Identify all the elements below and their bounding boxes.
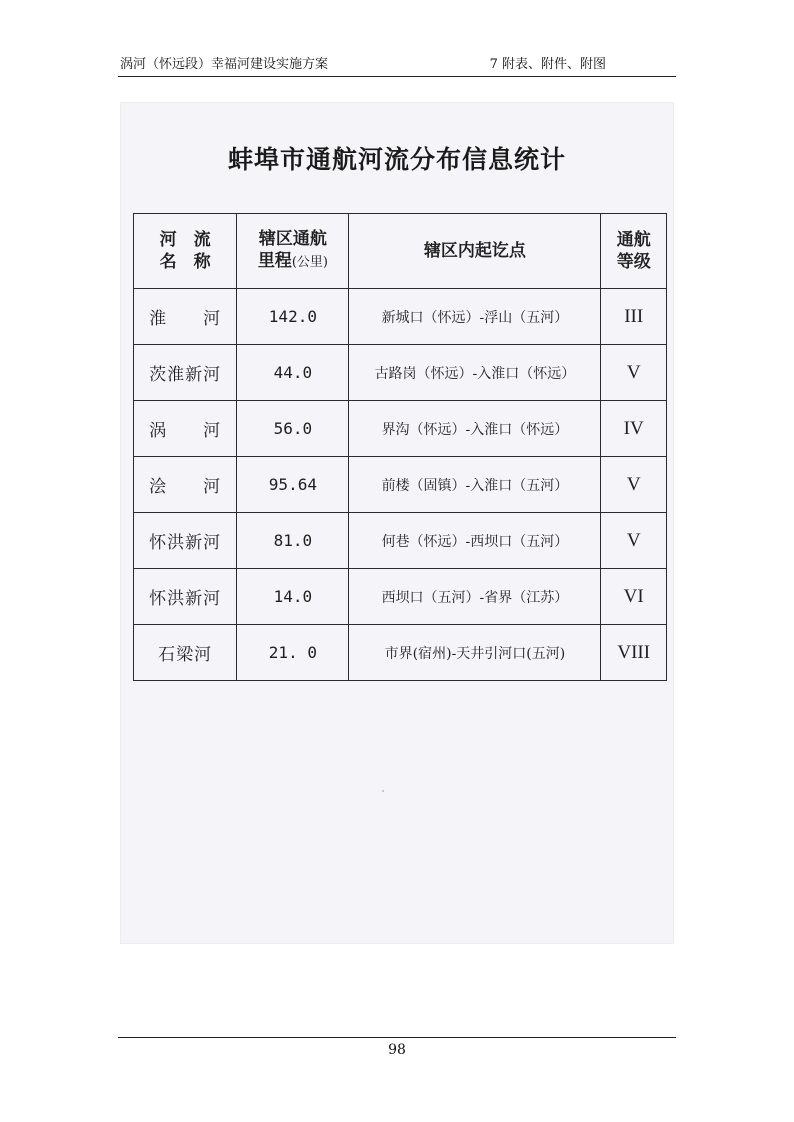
river-name-cell: 浍 河 (134, 457, 237, 513)
column-header-river-name (134, 214, 237, 289)
table-row (134, 513, 667, 569)
column-header-length-line2 (237, 250, 348, 274)
table-header-row (134, 214, 667, 289)
table-row (134, 345, 667, 401)
table-title: 蚌埠市通航河流分布信息统计 (227, 145, 566, 174)
table-row (134, 569, 667, 625)
table-row (134, 457, 667, 513)
header-section-title: 7 附表、附件、附图 (489, 57, 606, 72)
length-cell: 56.0 (237, 401, 349, 457)
column-header-grade-line1: 通航 (616, 230, 651, 250)
page-number: 98 (388, 1042, 406, 1058)
length-cell: 14.0 (237, 569, 349, 625)
range-cell: 前楼（固镇）-入淮口（五河） (349, 457, 601, 513)
range-cell: 市界(宿州)-天井引河口(五河) (349, 625, 601, 681)
header-document-title: 涡河（怀远段）幸福河建设实施方案 (120, 57, 329, 72)
range-cell: 界沟（怀远）-入淮口（怀远） (349, 401, 601, 457)
range-cell: 古路岗（怀远）-入淮口（怀远） (349, 345, 601, 401)
range-cell: 新城口（怀远）-浮山（五河） (349, 289, 601, 345)
length-cell: 81.0 (237, 513, 349, 569)
scanned-table-image (120, 102, 674, 944)
range-cell: 何巷（怀远）-西坝口（五河） (349, 513, 601, 569)
navigation-river-table (133, 213, 667, 681)
column-header-river-name-line1: 河 流 (159, 230, 211, 250)
column-header-grade-line2: 等级 (616, 252, 651, 272)
river-name-cell: 石梁河 (134, 625, 237, 681)
table-row (134, 625, 667, 681)
column-header-grade (601, 214, 667, 289)
range-cell: 西坝口（五河）-省界（江苏） (349, 569, 601, 625)
river-name-cell: 涡 河 (134, 401, 237, 457)
river-name-cell: 茨淮新河 (134, 345, 237, 401)
length-cell: 44.0 (237, 345, 349, 401)
river-name-cell: 怀洪新河 (134, 569, 237, 625)
page-header (118, 56, 676, 77)
river-name-cell: 怀洪新河 (134, 513, 237, 569)
table-row (134, 401, 667, 457)
column-header-river-name-line2: 名 称 (159, 252, 211, 272)
grade-cell: III (601, 289, 667, 345)
column-header-range: 辖区内起讫点 (349, 214, 601, 289)
scan-speck (382, 790, 384, 792)
column-header-length-label: 里程 (257, 251, 292, 271)
grade-cell: V (601, 513, 667, 569)
length-cell: 95.64 (237, 457, 349, 513)
grade-cell: V (601, 457, 667, 513)
length-cell: 21. 0 (237, 625, 349, 681)
table-row (134, 289, 667, 345)
river-name-cell: 淮 河 (134, 289, 237, 345)
grade-cell: VIII (601, 625, 667, 681)
grade-cell: VI (601, 569, 667, 625)
footer-rule (118, 1037, 676, 1038)
length-cell: 142.0 (237, 289, 349, 345)
column-header-length-line1: 辖区通航 (258, 229, 327, 249)
grade-cell: V (601, 345, 667, 401)
column-header-length (237, 214, 349, 289)
column-header-length-unit: (公里) (291, 255, 328, 270)
grade-cell: IV (601, 401, 667, 457)
